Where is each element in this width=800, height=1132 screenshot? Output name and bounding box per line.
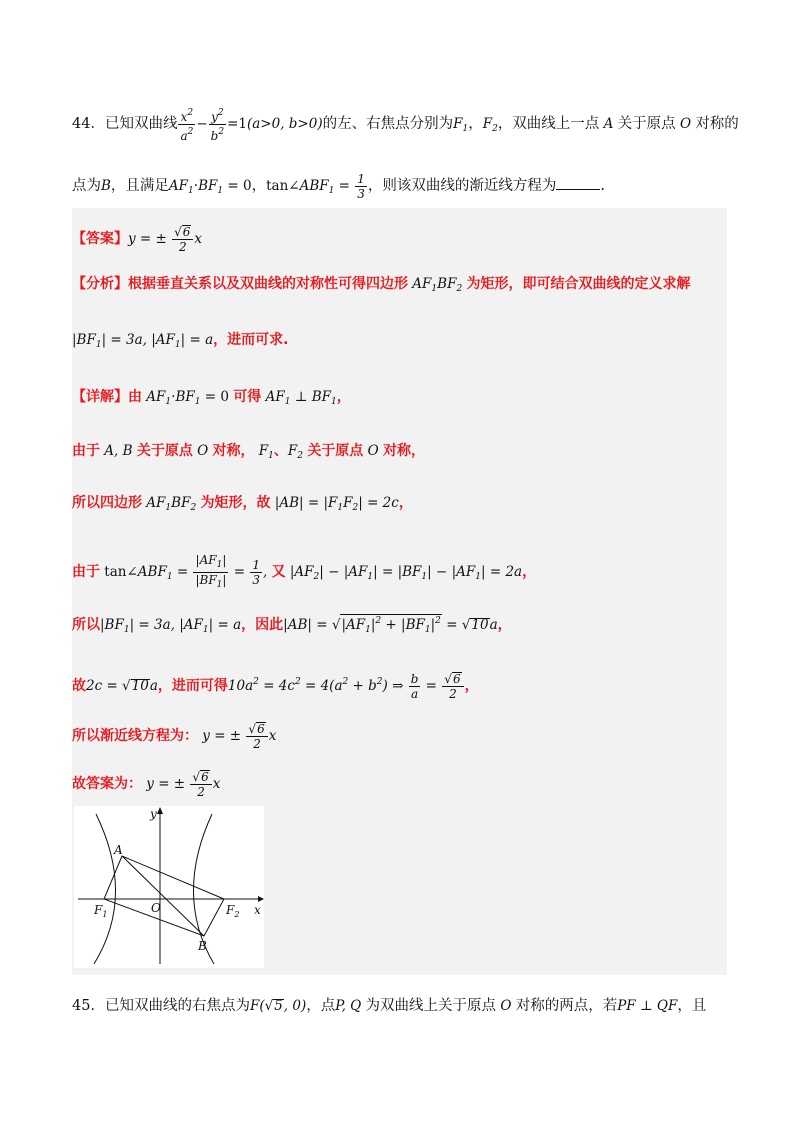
q44-line-2: 点为B，且满足$AF_1\cdot BF_1 = 0$，$\tan\angle ABF_1$ = $\frac{1}{3}$ ，则该双曲线的渐近线方程为 . [72, 172, 606, 201]
q45-number: 45． [72, 998, 105, 1014]
q45-line-1: 45．已知双曲线的右焦点为F(√5, 0)，点P, Q 为双曲线上关于原点 O 对称的两点，若PF ⊥ QF，且 [72, 998, 707, 1014]
detail-line-5: 所以$|BF_1| = 3a$, $|AF_1| = a$，因此$|AB| = √|AF_1|^2 + |BF_1|^2 = √10a$， [72, 616, 512, 635]
rectangle-af1bf2 [104, 856, 224, 936]
answer-label: 【答案】 [72, 231, 128, 247]
answer-blank [556, 177, 600, 190]
analysis-line-1: 【分析】根据垂直关系以及双曲线的对称性可得四边形 $AF_1BF_2$ 为矩形，即可结合双曲线的定义求解 [72, 276, 691, 294]
label-o: O [151, 901, 161, 915]
detail-line-6: 故2c = √10a，进而可得$10a^2 = 4c^2 = 4(a^2 + b^2)$ ⇒ $\frac{b}{a}$ = $\frac{√6}{2}$ ， [72, 672, 479, 701]
q44-number: 44． [72, 116, 105, 132]
label-y: y [150, 807, 157, 821]
left-branch [94, 814, 116, 964]
label-f2: $F_2$ [226, 903, 240, 919]
detail-line-4: 由于 $\tan\angle ABF_1$ = $\frac{|AF_1|}{|BF_1|}$ = $\frac{1}{3}$ , 又 $|AF_2| - |AF_1| = |BF_1| - |AF_1| = 2a$， [72, 553, 537, 590]
hyperbola-figure [74, 806, 264, 968]
label-f1: $F_1$ [94, 903, 108, 919]
detail-line-1: 【详解】由 $AF_1\cdot BF_1 = 0$ 可得 $AF_1$ ⊥ $BF_1$， [72, 389, 351, 407]
answer-line: 【答案】y = ± $\frac{√6}{2}$ x [72, 225, 203, 254]
detail-line-7: 所以渐近线方程为： y = ± $\frac{√6}{2}$ x [72, 722, 277, 751]
detail-line-2: 由于 A, B 关于原点 O 对称， $F_1$、$F_2$ 关于原点 O 对称， [72, 443, 425, 461]
y-axis-arrow [157, 807, 163, 814]
label-x: x [254, 903, 261, 917]
label-a: A [114, 843, 123, 857]
label-b: B [198, 939, 207, 953]
x-axis-arrow [258, 896, 264, 902]
diagonal-ab [122, 856, 204, 936]
q44-line-1: 44．已知双曲线 $\frac{x^2}{a^2}$ − $\frac{y^2}{b^2}$ =1(a>0, b>0)的左、右焦点分别为$F_1$，$F_2$，双曲线上一点 A 关于原点 O 对称的 [72, 108, 739, 143]
analysis-line-2: $|BF_1| = 3a$, $|AF_1| = a$，进而可求. [72, 332, 289, 350]
detail-line-8: 故答案为： y = ± $\frac{√6}{2}$ x [72, 770, 221, 799]
detail-line-3: 所以四边形 $AF_1BF_2$ 为矩形，故 $|AB| = |F_1F_2| = 2c$， [72, 495, 413, 513]
hyperbola-equation: $\frac{x^2}{a^2}$ − $\frac{y^2}{b^2}$ =1(a>0, b>0) [180, 108, 323, 143]
